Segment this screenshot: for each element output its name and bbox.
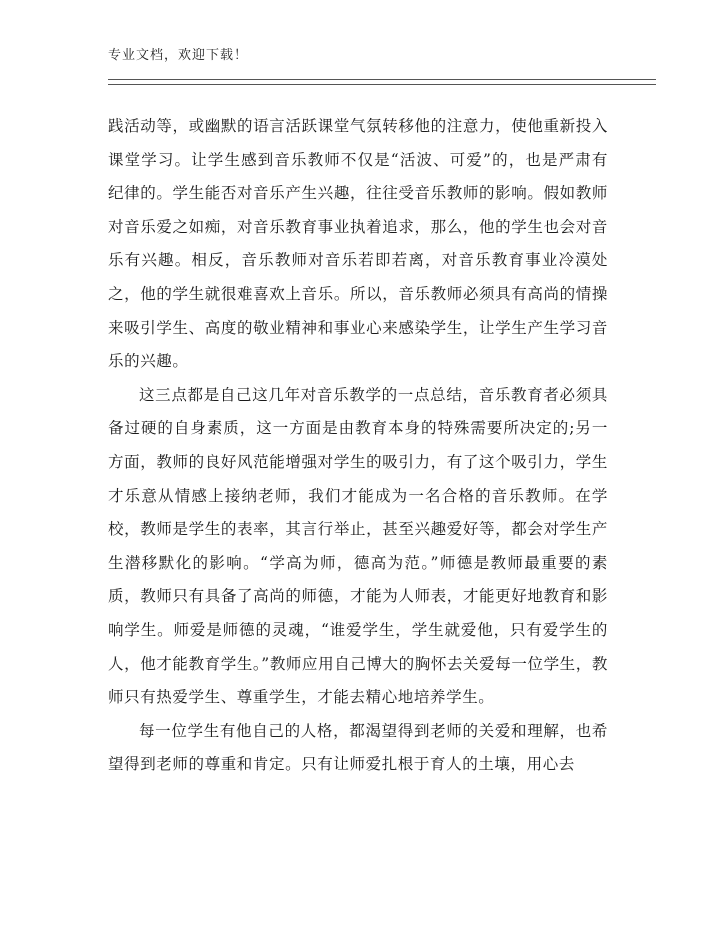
paragraph-2: 这三点都是自己这几年对音乐教学的一点总结，音乐教育者必须具备过硬的自身素质，这一方面是由教育本身的特殊需要所决定的;另一方面，教师的良好风范能增强对学生的吸引力，有了这个吸引力，学生才乐意从情感上接纳老师，我们才能成为一名合格的音乐教师。在学校，教师是学生的表率，其言行举止，甚至兴趣爱好等，都会对学生产生潜移默化的影响。“学高为师，德高为范。”师德是教师最重要的素质，教师只有具备了高尚的师德，才能为人师表，才能更好地教育和影响学生。师爱是师德的灵魂，“谁爱学生，学生就爱他，只有爱学生的人，他才能教育学生。”教师应用自己博大的胸怀去关爱每一位学生，教师只有热爱学生、尊重学生，才能去精心地培养学生。	[108, 385, 608, 707]
paragraph-3: 每一位学生有他自己的人格，都渴望得到老师的关爱和理解，也希望得到老师的尊重和肯定。只有让师爱扎根于育人的土壤，用心去	[108, 721, 608, 774]
document-body	[108, 110, 608, 782]
header-divider	[108, 79, 656, 85]
page-header: 专业文档，欢迎下载！	[108, 48, 249, 63]
paragraph-1: 践活动等，或幽默的语言活跃课堂气氛转移他的注意力，使他重新投入课堂学习。让学生感到音乐教师不仅是“活波、可爱”的，也是严肃有纪律的。学生能否对音乐产生兴趣，往往受音乐教师的影响。假如教师对音乐爱之如痴，对音乐教育事业执着追求，那么，他的学生也会对音乐有兴趣。相反，音乐教师对音乐若即若离，对音乐教育事业冷漠处之，他的学生就很难喜欢上音乐。所以，音乐教师必须具有高尚的情操来吸引学生、高度的敬业精神和事业心来感染学生，让学生产生学习音乐的兴趣。	[108, 117, 608, 371]
